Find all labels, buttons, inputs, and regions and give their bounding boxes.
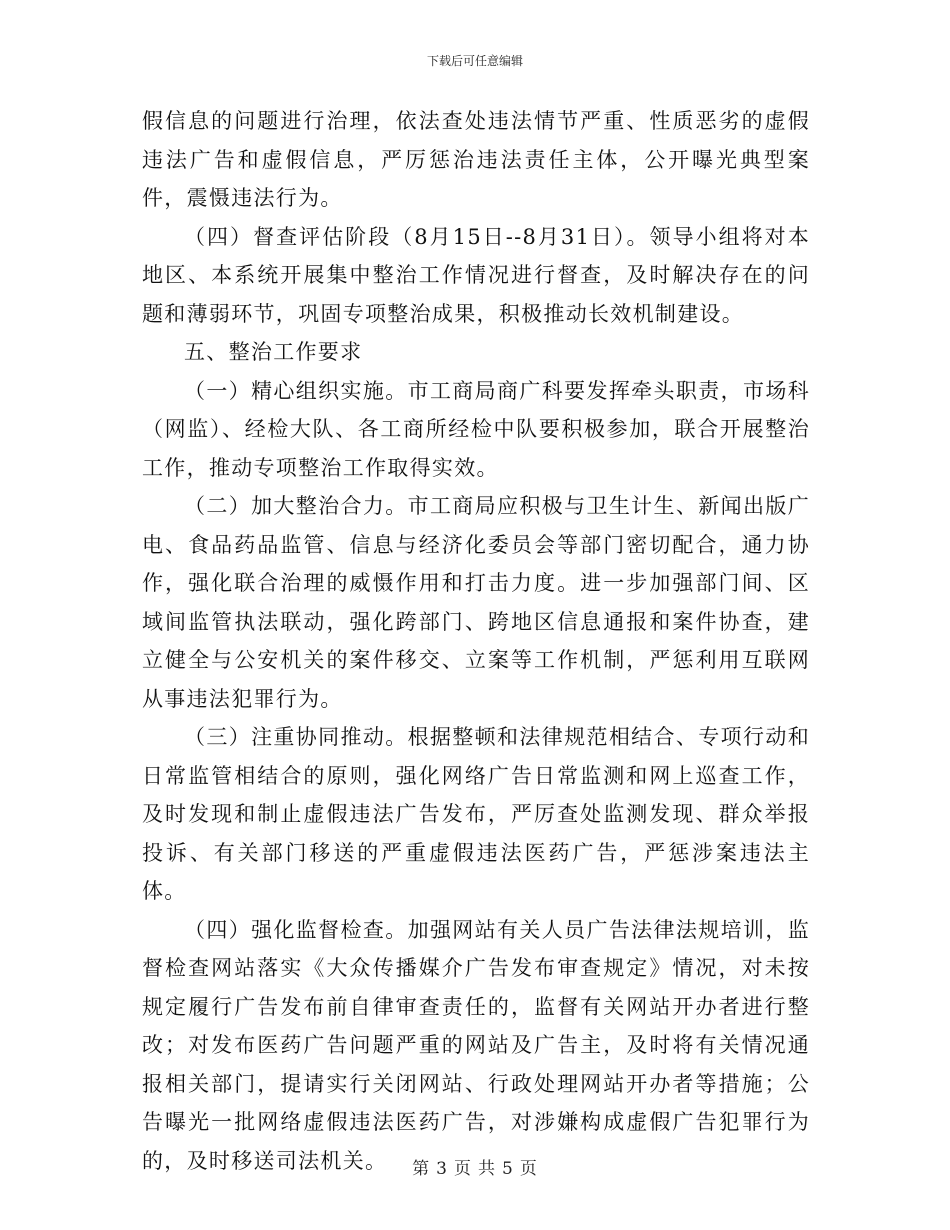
header-note: 下载后可任意编辑: [426, 54, 523, 68]
current-page-number: 3: [436, 1159, 448, 1179]
page-footer: [0, 1154, 950, 1179]
paragraph: （二）加大整治合力。市工商局应积极与卫生计生、新闻出版广电、食品药品监管、信息与经济化委员会等部门密切配合，通力协作，强化联合治理的威慑作用和打击力度。进一步加强部门间、区域间监管执法联动，强化跨部门、跨地区信息通报和案件协查，建立健全与公安机关的案件移交、立案等工作机制，严惩利用互联网从事违法犯罪行为。: [142, 494, 810, 711]
footer-prefix: 第: [412, 1159, 431, 1179]
paragraph: （四）强化监督检查。加强网站有关人员广告法律法规培训，监督检查网站落实《大众传播媒介广告发布审查规定》情况，对未按规定履行广告发布前自律审查责任的，监督有关网站开办者进行整改；对发布医药广告问题严重的网站及广告主，及时将有关情况通报相关部门，提请实行关闭网站、行政处理网站开办者等措施；公告曝光一批网络虚假违法医药广告，对涉嫌构成虚假广告犯罪行为的，及时移送司法机关。: [142, 917, 810, 1173]
paragraph: （一）精心组织实施。市工商局商广科要发挥牵头职责，市场科（网监）、经检大队、各工商所经检中队要积极参加，联合开展整治工作，推动专项整治工作取得实效。: [142, 378, 810, 480]
footer-page-word: 页: [454, 1159, 472, 1179]
document-body: [142, 102, 810, 1180]
paragraph: （四）督查评估阶段（8月15日--8月31日）。领导小组将对本地区、本系统开展集中整治工作情况进行督查，及时解决存在的问题和薄弱环节，巩固专项整治成果，积极推动长效机制建设。: [142, 224, 810, 326]
section-heading: 五、整治工作要求: [184, 340, 363, 364]
footer-total-label: 共: [478, 1159, 496, 1179]
total-page-count: 5: [502, 1159, 514, 1179]
paragraph: （三）注重协同推动。根据整顿和法律规范相结合、专项行动和日常监管相结合的原则，强化网络广告日常监测和网上巡查工作，及时发现和制止虚假违法广告发布，严厉查处监测发现、群众举报投诉、有关部门移送的严重虚假违法医药广告，严惩涉案违法主体。: [142, 725, 810, 903]
paragraph: 假信息的问题进行治理，依法查处违法情节严重、性质恶劣的虚假违法广告和虚假信息，严厉惩治违法责任主体，公开曝光典型案件，震慑违法行为。: [142, 109, 810, 210]
footer-suffix: 页: [519, 1159, 538, 1179]
